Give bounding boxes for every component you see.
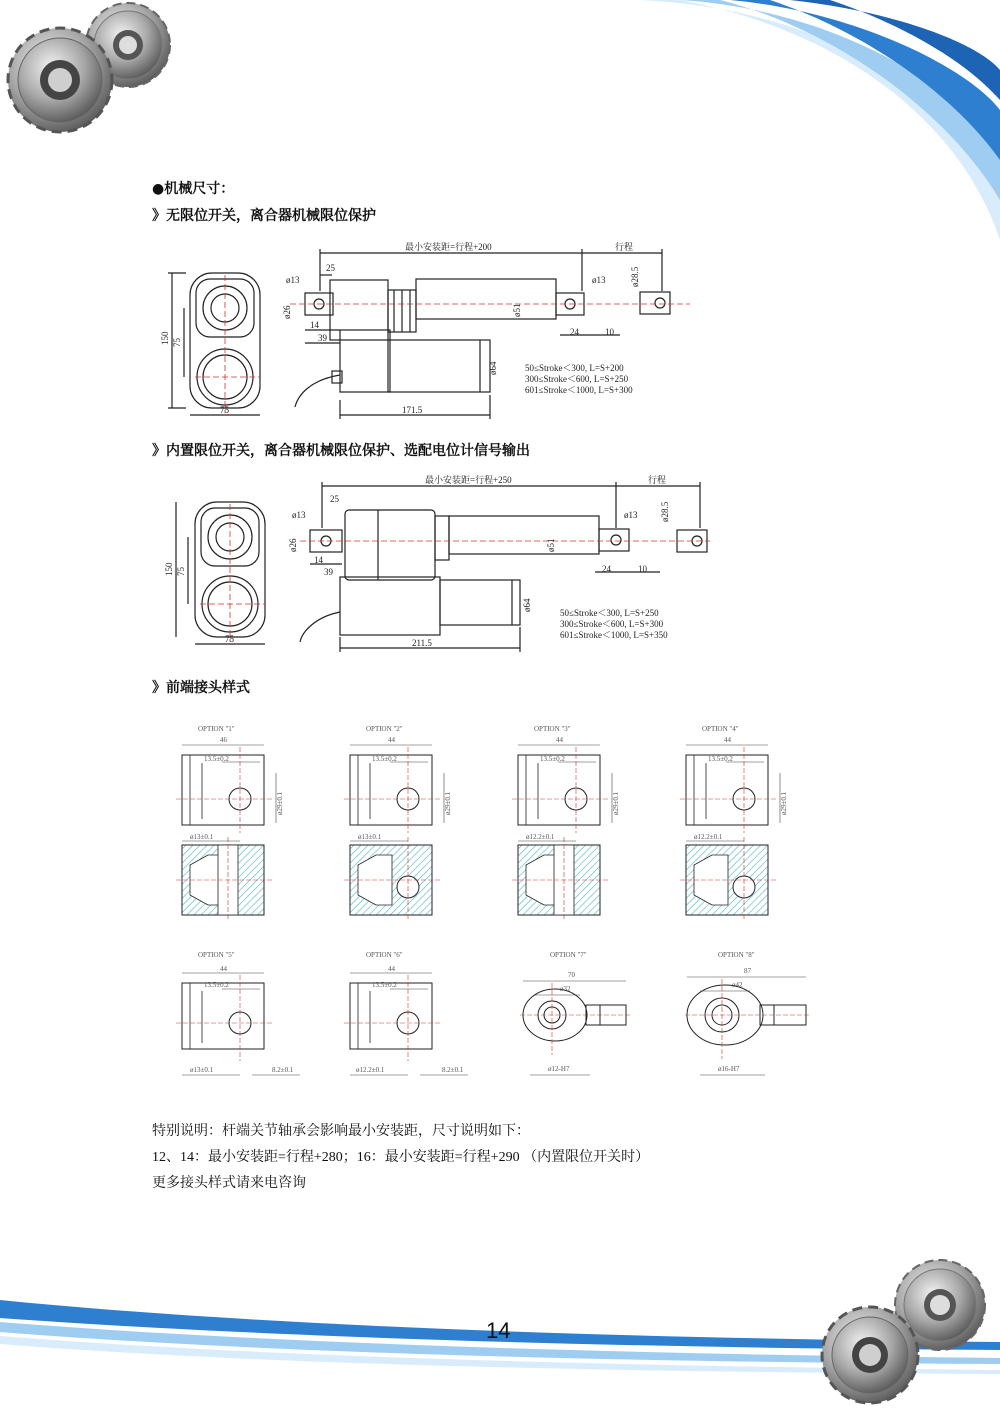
dim-28-5: ø28.5 — [630, 266, 640, 287]
option-1-width: 46 — [220, 736, 227, 744]
option-8-ball: ø42 — [732, 981, 743, 989]
formula-3: 601≤Stroke＜1000, L=S+350 — [560, 630, 668, 640]
min-install-label: 最小安装距=行程+250 — [425, 475, 512, 485]
option-7-fit: ø12-H7 — [548, 1065, 570, 1073]
option-8-fit: ø16-H7 — [718, 1065, 740, 1073]
dim-150: 150 — [160, 331, 170, 345]
note-line-3: 更多接头样式请来电咨询 — [152, 1176, 306, 1191]
formula-1: 50≤Stroke＜300, L=S+250 — [560, 608, 659, 618]
option-1-inner: 13.5±0.2 — [204, 755, 229, 763]
option-1-height: ø29±0.1 — [276, 791, 284, 815]
dim-motor: ø64 — [522, 598, 532, 612]
dim-25: 25 — [330, 494, 339, 504]
stroke-label: 行程 — [648, 475, 667, 485]
dim-hole: ø13 — [286, 275, 300, 285]
option-2-inner: 13.5±0.2 — [372, 755, 397, 763]
dim-24: 24 — [602, 564, 611, 574]
formula-3: 601≤Stroke＜1000, L=S+300 — [525, 385, 633, 395]
dim-10: 10 — [605, 327, 614, 337]
formula-2: 300≤Stroke＜600, L=S+300 — [560, 619, 664, 629]
option-5-title: OPTION "5" — [198, 951, 235, 959]
option-8-title: OPTION "8" — [718, 951, 755, 959]
option-3-title: OPTION "3" — [534, 725, 571, 733]
option-3-bore: ø12.2±0.1 — [526, 833, 555, 841]
gear-icon-top-left — [0, 0, 175, 140]
formula-1: 50≤Stroke＜300, L=S+200 — [525, 363, 624, 373]
note-line-2: 12、14：最小安装距=行程+280；16：最小安装距=行程+290 （内置限位开关时） — [152, 1150, 650, 1165]
option-8-width: 87 — [744, 967, 751, 975]
option-5-inner: 13.5±0.2 — [204, 981, 229, 989]
option-1-bore: ø13±0.1 — [190, 833, 214, 841]
option-2-bore: ø13±0.1 — [358, 833, 382, 841]
option-4-title: OPTION "4" — [702, 725, 739, 733]
dim-25: 25 — [326, 263, 335, 273]
dim-rod: ø51 — [546, 538, 556, 552]
dim-39: 39 — [318, 333, 327, 343]
option-3-inner: 13.5±0.2 — [540, 755, 565, 763]
option-4-inner: 13.5±0.2 — [708, 755, 733, 763]
dim-14: 14 — [310, 320, 319, 330]
dim-75v: 75 — [172, 338, 182, 347]
connector-options — [160, 715, 840, 1090]
dim-rod: ø51 — [512, 303, 522, 317]
note-line-1: 特别说明：杆端关节轴承会影响最小安装距，尺寸说明如下： — [152, 1124, 530, 1139]
dim-hole-2: ø13 — [624, 510, 638, 520]
option-7 — [520, 981, 630, 1075]
option-7-ball: ø32 — [560, 985, 571, 993]
actuator-drawing-1 — [150, 235, 710, 425]
option-7-title: OPTION "7" — [550, 951, 587, 959]
dim-75v: 75 — [176, 567, 186, 576]
dim-motor: ø64 — [488, 361, 498, 375]
section-heading-1: 》无限位开关，离合器机械限位保护 — [152, 208, 376, 224]
option-2-title: OPTION "2" — [366, 725, 403, 733]
option-4-height: ø29±0.1 — [780, 791, 788, 815]
option-8 — [685, 977, 810, 1075]
option-5 — [176, 973, 300, 1075]
top-right-swoosh — [560, 0, 1000, 240]
option-2-height: ø29±0.1 — [444, 791, 452, 815]
option-6-slot: 8.2±0.1 — [442, 1066, 464, 1074]
option-6 — [344, 973, 468, 1075]
dim-28-5: ø28.5 — [660, 501, 670, 522]
page-heading: ●机械尺寸： — [152, 181, 235, 197]
option-1-title: OPTION "1" — [198, 725, 235, 733]
option-6-width: 44 — [388, 965, 395, 973]
page-number: 14 — [486, 1318, 511, 1343]
dim-rod-end: ø26 — [288, 538, 298, 552]
option-5-width: 44 — [220, 965, 227, 973]
section-heading-2: 》内置限位开关，离合器机械限位保护、选配电位计信号输出 — [152, 443, 530, 459]
dim-length: 171.5 — [402, 405, 423, 415]
dim-hole-2: ø13 — [592, 275, 606, 285]
dim-14: 14 — [314, 555, 323, 565]
dim-10: 10 — [638, 564, 647, 574]
dim-hole: ø13 — [292, 510, 306, 520]
option-6-bore: ø12.2±0.1 — [356, 1066, 385, 1074]
actuator-drawing-2 — [150, 472, 720, 657]
gear-icon-bottom-right — [800, 1255, 1000, 1405]
dim-75h: 75 — [220, 405, 229, 415]
stroke-label: 行程 — [615, 242, 634, 252]
option-6-inner: 13.5±0.2 — [372, 981, 397, 989]
option-6-title: OPTION "6" — [366, 951, 403, 959]
dim-rod-end: ø26 — [282, 305, 292, 319]
dim-75h: 75 — [225, 634, 234, 644]
option-4-width: 44 — [724, 736, 731, 744]
option-3-height: ø29±0.1 — [612, 791, 620, 815]
option-3-width: 44 — [556, 736, 563, 744]
option-2-width: 44 — [388, 736, 395, 744]
min-install-label: 最小安装距=行程+200 — [405, 242, 492, 252]
section-heading-3: 》前端接头样式 — [152, 680, 250, 696]
option-4-bore: ø12.2±0.1 — [694, 833, 723, 841]
option-7-width: 70 — [568, 971, 575, 979]
formula-2: 300≤Stroke＜600, L=S+250 — [525, 374, 629, 384]
option-5-slot: 8.2±0.1 — [272, 1066, 294, 1074]
dim-150: 150 — [164, 562, 174, 576]
dim-39: 39 — [324, 567, 333, 577]
option-5-bore: ø13±0.1 — [190, 1066, 214, 1074]
dim-24: 24 — [570, 327, 579, 337]
dim-length: 211.5 — [412, 638, 432, 648]
